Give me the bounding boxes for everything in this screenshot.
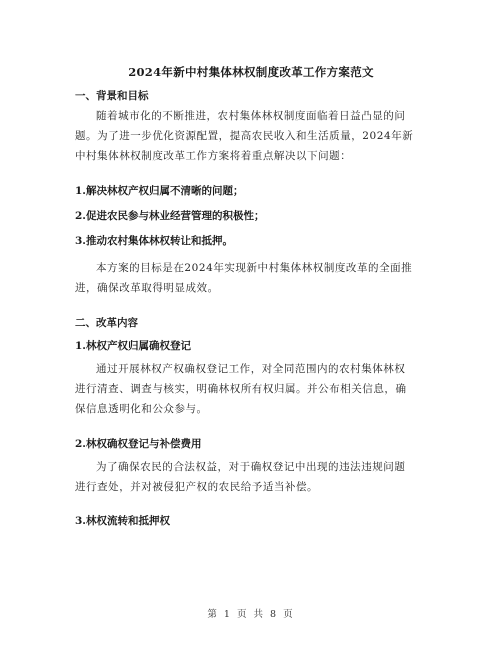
paragraph-line: 为了确保农民的合法权益，对于确权登记中出现的违法违规问题 <box>96 461 406 473</box>
problem-item-3: 3.推动农村集体林权转让和抵押。 <box>75 235 233 247</box>
document-title: 2024年新中村集体林权制度改革工作方案范文 <box>128 65 374 79</box>
paragraph-line: 进行清查、调查与核实，明确林权所有权归属。并公布相关信息，确 <box>75 383 407 395</box>
paragraph-compensation <box>75 457 427 497</box>
paragraph-line: 进，确保改革取得明显成效。 <box>75 282 219 294</box>
subheading-1: 1.林权产权归属确权登记 <box>75 340 191 352</box>
problem-item-1: 1.解决林权产权归属不清晰的问题； <box>75 185 244 197</box>
paragraph-line: 中村集体林权制度改革工作方案将着重点解决以下问题： <box>75 150 352 162</box>
problem-item-2: 2.促进农民参与林业经营管理的积极性； <box>75 210 265 222</box>
page-footer: 第 1 页 共 8 页 <box>207 609 295 620</box>
paragraph-line: 进行查处，并对被侵犯产权的农民给予适当补偿。 <box>75 481 319 493</box>
paragraph-goal <box>75 258 427 298</box>
paragraph-line: 随着城市化的不断推进，农村集体林权制度面临着日益凸显的问 <box>96 110 406 122</box>
paragraph-line: 题。为了进一步优化资源配置，提高农民收入和生活质量，2024年新 <box>75 130 414 142</box>
paragraph-line: 通过开展林权产权确权登记工作，对全同范围内的农村集体林权 <box>96 363 406 375</box>
subheading-2: 2.林权确权登记与补偿费用 <box>75 438 202 450</box>
paragraph-registration <box>75 359 427 419</box>
section-heading-reform: 二、改革内容 <box>75 317 138 329</box>
subheading-3: 3.林权流转和抵押权 <box>75 515 170 527</box>
paragraph-line: 保信息透明化和公众参与。 <box>75 403 208 415</box>
section-heading-background: 一、背景和目标 <box>75 90 149 102</box>
paragraph-background <box>75 106 427 166</box>
paragraph-line: 本方案的目标是在2024年实现新中村集体林权制度改革的全面推 <box>96 262 413 274</box>
